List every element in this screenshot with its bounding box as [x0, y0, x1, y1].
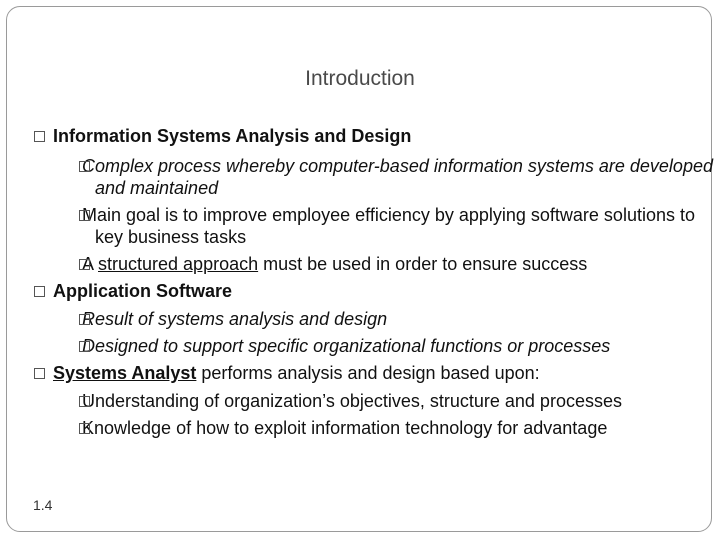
list-item: Knowledge of how to exploit information technology for advantage — [34, 417, 714, 439]
section-heading-isad: Information Systems Analysis and Design — [34, 125, 714, 147]
checkbox-bullet-icon — [79, 161, 90, 172]
list-item: Designed to support specific organizational functions or processes — [34, 335, 714, 357]
underlined-term: structured approach — [98, 254, 259, 274]
section-heading-systems-analyst: Systems Analyst performs analysis and design based upon: — [34, 362, 714, 384]
checkbox-bullet-icon — [79, 210, 90, 221]
slide-content — [34, 127, 714, 444]
checkbox-bullet-icon — [79, 314, 90, 325]
slide-frame — [6, 6, 712, 532]
list-item: Complex process whereby computer-based information systems are developed and maintained — [34, 155, 714, 199]
checkbox-bullet-icon — [34, 131, 45, 142]
checkbox-bullet-icon — [79, 396, 90, 407]
list-item: Understanding of organization’s objectives, structure and processes — [34, 390, 714, 412]
list-item: Result of systems analysis and design — [34, 308, 714, 330]
checkbox-bullet-icon — [79, 259, 90, 270]
list-item: A structured approach must be used in order to ensure success — [34, 253, 714, 275]
slide-title: Introduction — [305, 67, 415, 90]
page-number: 1.4 — [33, 497, 53, 513]
checkbox-bullet-icon — [79, 423, 90, 434]
checkbox-bullet-icon — [34, 286, 45, 297]
checkbox-bullet-icon — [79, 341, 90, 352]
section-heading-application-software: Application Software — [34, 280, 714, 302]
list-item: Main goal is to improve employee efficiency by applying software solutions to key business tasks — [34, 204, 714, 248]
checkbox-bullet-icon — [34, 368, 45, 379]
